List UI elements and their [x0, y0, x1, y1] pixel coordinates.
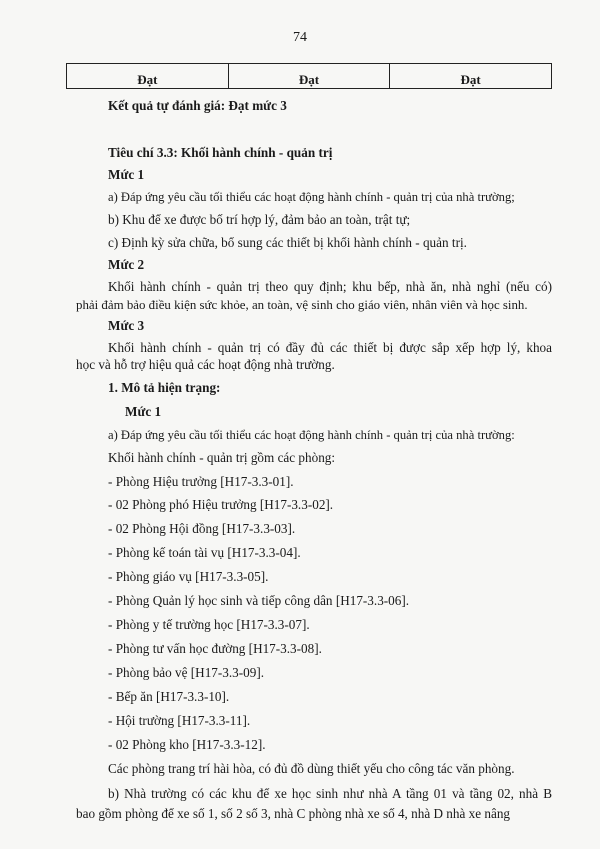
level2-line2: phải đảm bảo điều kiện sức khỏe, an toàn, vệ sinh cho giáo viên, nhân viên và học sinh. [76, 298, 528, 312]
self-assessment-result: Kết quả tự đánh giá: Đạt mức 3 [108, 98, 287, 113]
level1-item-a: a) Đáp ứng yêu cầu tối thiểu các hoạt động hành chính - quản trị của nhà trường; [108, 190, 515, 204]
room-item: - 02 Phòng Hội đồng [H17-3.3-03]. [108, 521, 296, 536]
criterion-title: Tiêu chí 3.3: Khối hành chính - quản trị [108, 145, 333, 160]
level1-item-b: b) Khu để xe được bố trí hợp lý, đảm bảo an toàn, trật tự; [108, 212, 411, 227]
room-item: - 02 Phòng phó Hiệu trưởng [H17-3.3-02]. [108, 497, 334, 512]
level2-line1: Khối hành chính - quản trị theo quy định; khu bếp, nhà ăn, nhà nghỉ (nếu có) [108, 279, 552, 294]
table-cell: Đạt [228, 64, 390, 89]
evaluation-table [66, 63, 552, 89]
section1-sub-heading: Mức 1 [125, 404, 162, 419]
decor-line: Các phòng trang trí hài hòa, có đủ đồ dùng thiết yếu cho công tác văn phòng. [108, 761, 515, 776]
room-item: - Phòng tư vấn học đường [H17-3.3-08]. [108, 641, 322, 656]
room-item: - Phòng giáo vụ [H17-3.3-05]. [108, 569, 269, 584]
room-item: - Phòng Quản lý học sinh và tiếp công dân [H17-3.3-06]. [108, 593, 410, 608]
room-item: - Phòng bảo vệ [H17-3.3-09]. [108, 665, 265, 680]
table-row [67, 64, 552, 89]
rooms-intro: Khối hành chính - quản trị gồm các phòng: [108, 450, 336, 465]
page-number: 74 [293, 30, 307, 45]
room-item: - Phòng y tế trường học [H17-3.3-07]. [108, 617, 310, 632]
section1-heading: 1. Mô tả hiện trạng: [108, 380, 221, 395]
level2-heading: Mức 2 [108, 257, 145, 272]
level3-line2: học và hỗ trợ hiệu quả các hoạt động nhà trường. [76, 357, 335, 372]
table-cell: Đạt [390, 64, 552, 89]
item-b-line1: b) Nhà trường có các khu để xe học sinh như nhà A tầng 01 và tầng 02, nhà B [108, 786, 552, 801]
level1-item-c: c) Định kỳ sửa chữa, bổ sung các thiết bị khối hành chính - quản trị. [108, 235, 467, 250]
section1-item-a: a) Đáp ứng yêu cầu tối thiểu các hoạt động hành chính - quản trị của nhà trường: [108, 428, 515, 442]
level1-heading: Mức 1 [108, 167, 145, 182]
level3-line1: Khối hành chính - quản trị có đầy đủ các thiết bị được sắp xếp hợp lý, khoa [108, 340, 552, 355]
room-item: - Bếp ăn [H17-3.3-10]. [108, 689, 230, 704]
item-b-line2: bao gồm phòng để xe số 1, số 2 số 3, nhà C phòng nhà xe số 4, nhà D nhà xe nâng [76, 806, 511, 821]
room-item: - 02 Phòng kho [H17-3.3-12]. [108, 737, 266, 752]
table-cell: Đạt [67, 64, 229, 89]
room-item: - Phòng kế toán tài vụ [H17-3.3-04]. [108, 545, 301, 560]
level3-heading: Mức 3 [108, 318, 145, 333]
room-item: - Hội trường [H17-3.3-11]. [108, 713, 251, 728]
room-item: - Phòng Hiệu trưởng [H17-3.3-01]. [108, 474, 294, 489]
